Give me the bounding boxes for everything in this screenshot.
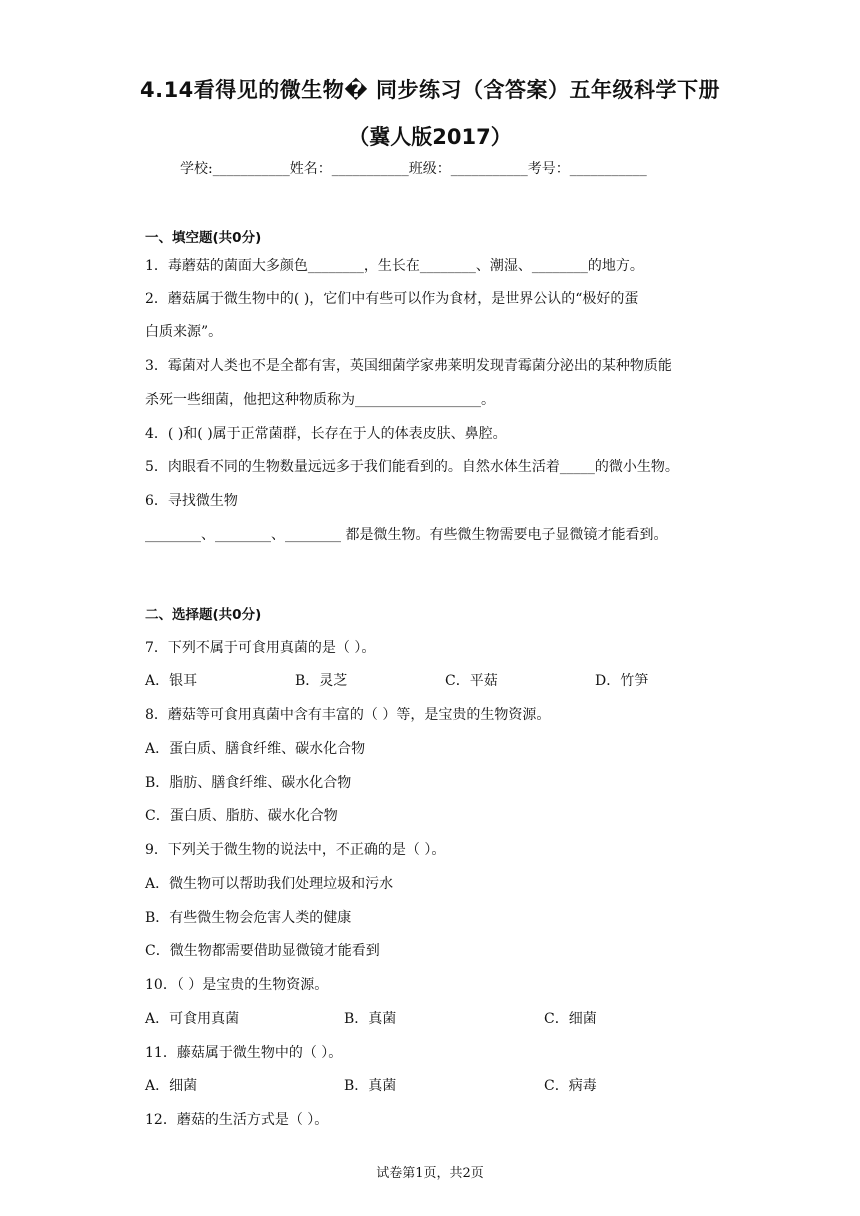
q8-option-b: B．脂肪、膳食纤维、碳水化合物 — [145, 775, 352, 791]
question-2: 2．蘑菇属于微生物中的( )，它们中有些可以作为食材，是世界公认的“极好的蛋 — [145, 291, 639, 307]
question-6: 6．寻找微生物 — [145, 493, 238, 509]
question-6-cont: ________、________、________ 都是微生物。有些微生物需要电子显微镜才能看到。 — [145, 527, 668, 543]
question-4: 4．( )和( )属于正常菌群，长存在于人的体表皮肤、鼻腔。 — [145, 426, 507, 442]
section-choice: 二、选择题(共0分) — [145, 607, 262, 623]
q7-option-a: A．银耳 — [145, 673, 198, 689]
section-fill-blank: 一、填空题(共0分) — [145, 230, 262, 246]
question-9: 9．下列关于微生物的说法中，不正确的是（ ）。 — [145, 842, 446, 858]
q9-option-c: C．微生物都需要借助显微镜才能看到 — [145, 943, 380, 959]
page-subtitle: （冀人版2017） — [348, 125, 512, 149]
q10-option-a: A．可食用真菌 — [145, 1011, 240, 1027]
q10-option-c: C．细菌 — [544, 1011, 597, 1027]
question-3: 3．霉菌对人类也不是全都有害，英国细菌学家弗莱明发现青霉菌分泌出的某种物质能 — [145, 358, 672, 374]
q9-option-b: B．有些微生物会危害人类的健康 — [145, 910, 352, 926]
q11-option-b: B．真菌 — [344, 1078, 397, 1094]
info-fields: 学校:___________姓名：___________班级：___________考号：___________ — [180, 161, 647, 177]
question-8: 8．蘑菇等可食用真菌中含有丰富的（ ）等，是宝贵的生物资源。 — [145, 707, 551, 723]
q8-option-c: C．蛋白质、脂肪、碳水化合物 — [145, 808, 338, 824]
question-7: 7．下列不属于可食用真菌的是（ ）。 — [145, 640, 376, 656]
question-10: 10．（ ）是宝贵的生物资源。 — [145, 977, 329, 993]
question-2-cont: 白质来源”。 — [145, 324, 223, 340]
question-1: 1．毒蘑菇的菌面大多颜色________，生长在________、潮湿、________的地方。 — [145, 258, 644, 274]
q10-option-b: B．真菌 — [344, 1011, 397, 1027]
question-5: 5．肉眼看不同的生物数量远远多于我们能看到的。自然水体生活着_____的微小生物。 — [145, 459, 679, 475]
q9-option-a: A．微生物可以帮助我们处理垃圾和污水 — [145, 876, 394, 892]
q11-option-c: C．病毒 — [544, 1078, 597, 1094]
q8-option-a: A．蛋白质、膳食纤维、碳水化合物 — [145, 741, 366, 757]
question-11: 11．藤菇属于微生物中的（ ）。 — [145, 1045, 343, 1061]
question-12: 12．蘑菇的生活方式是（ ）。 — [145, 1112, 329, 1128]
question-3-cont: 杀死一些细菌，他把这种物质称为__________________。 — [145, 392, 495, 408]
q7-option-d: D．竹笋 — [595, 673, 649, 689]
page-footer: 试卷第1页，共2页 — [376, 1166, 484, 1181]
q7-option-b: B．灵芝 — [295, 673, 348, 689]
q7-option-c: C．平菇 — [445, 673, 498, 689]
page-title: 4.14看得见的微生物� 同步练习（含答案）五年级科学下册 — [139, 78, 720, 102]
q11-option-a: A．细菌 — [145, 1078, 198, 1094]
